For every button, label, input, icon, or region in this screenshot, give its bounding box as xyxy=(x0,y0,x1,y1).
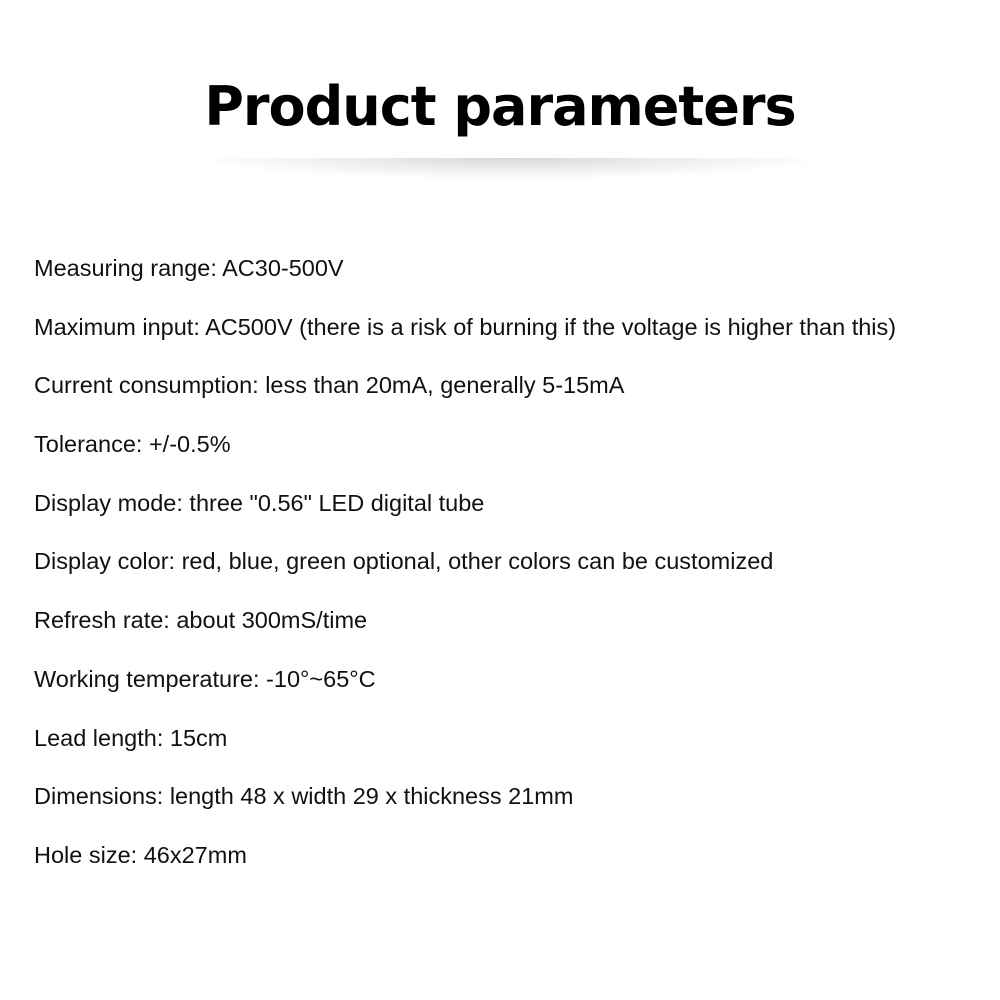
param-working-temperature: Working temperature: -10°~65°C xyxy=(34,665,376,692)
page-title: Product parameters xyxy=(204,75,796,138)
param-lead-length: Lead length: 15cm xyxy=(34,724,228,751)
param-tolerance: Tolerance: +/-0.5% xyxy=(34,431,231,458)
param-dimensions: Dimensions: length 48 x width 29 x thickness 21mm xyxy=(34,783,574,810)
param-refresh-rate: Refresh rate: about 300mS/time xyxy=(34,607,368,634)
parameter-list xyxy=(34,239,896,885)
title-underline-shadow xyxy=(190,158,830,180)
param-maximum-input: Maximum input: AC500V (there is a risk of burning if the voltage is higher than this) xyxy=(34,313,897,340)
param-hole-size: Hole size: 46x27mm xyxy=(34,841,247,868)
param-current-consumption: Current consumption: less than 20mA, generally 5-15mA xyxy=(34,372,625,399)
param-display-mode: Display mode: three "0.56" LED digital tube xyxy=(34,489,485,516)
param-measuring-range: Measuring range: AC30-500V xyxy=(34,255,344,281)
param-display-color: Display color: red, blue, green optional, other colors can be customized xyxy=(34,548,774,575)
